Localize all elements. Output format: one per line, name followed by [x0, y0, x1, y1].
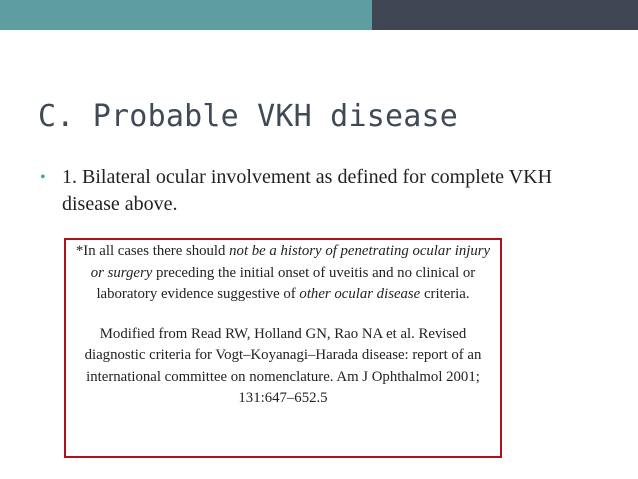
note-emphasis-2: other ocular disease: [299, 286, 421, 302]
top-decorative-band: [0, 0, 638, 30]
note-text-2: preceding the initial onset of uveitis and no clinical or laboratory evidence suggestive of: [96, 264, 476, 302]
note-text-3: criteria.: [420, 286, 470, 302]
note-emphasis-1: not be a history of penetrating ocular injury or surgery: [90, 243, 491, 281]
top-band-slate: [372, 0, 638, 30]
note-text-1: *In all cases there should: [75, 243, 230, 259]
top-band-teal: [0, 0, 372, 30]
bullet-item: [40, 164, 600, 218]
footnote-box: [64, 238, 502, 458]
bullet-text: 1. Bilateral ocular involvement as defined for complete VKH disease above.: [62, 166, 553, 215]
slide-title: C. Probable VKH disease: [38, 99, 459, 134]
exclusion-note: [70, 241, 496, 306]
citation-text: Modified from Read RW, Holland GN, Rao NA et al. Revised diagnostic criteria for Vogt–Koyanagi–Harada disease: report of an international committee on nomenclature. Am J Ophthalmol 2001; 131:647–652.5: [84, 325, 482, 406]
bullet-marker: •: [40, 169, 46, 186]
